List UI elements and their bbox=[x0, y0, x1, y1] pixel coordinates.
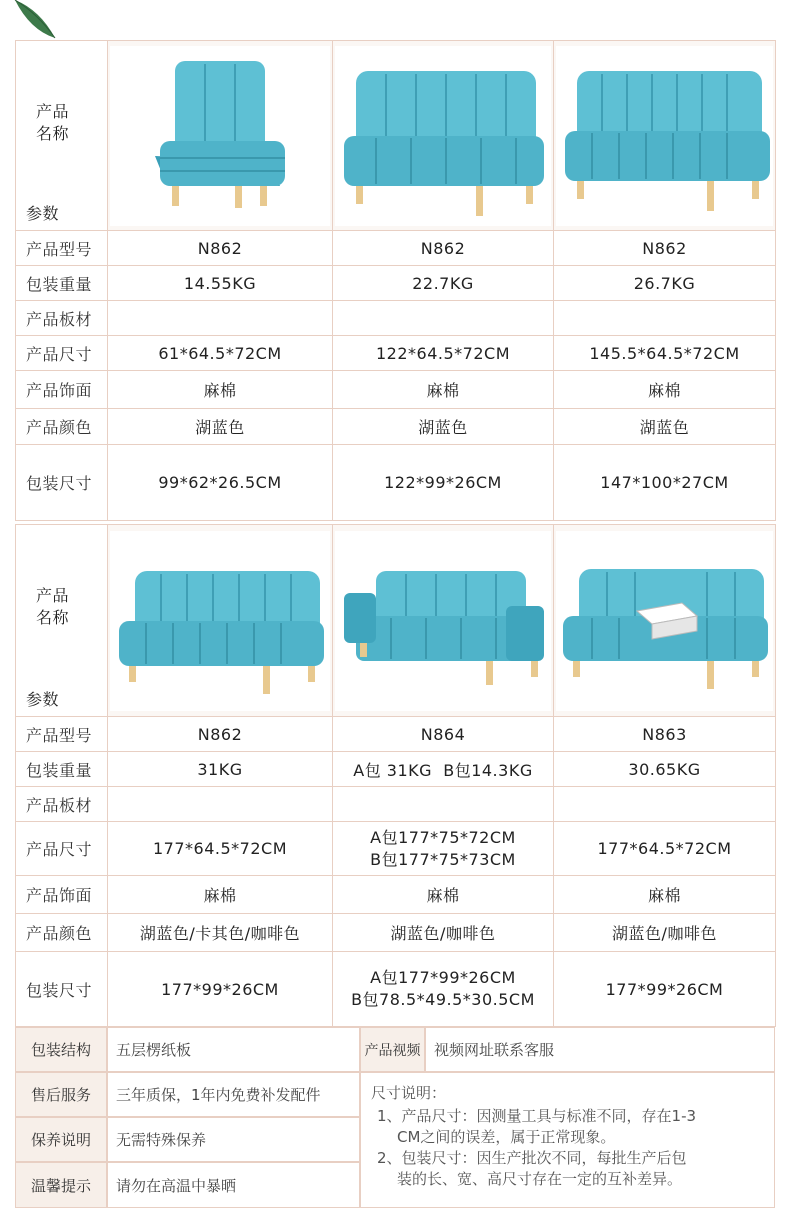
label-color: 产品颜色 bbox=[16, 409, 108, 445]
color-value: 湖蓝色/咖啡色 bbox=[554, 914, 776, 952]
header-name-line2: 名称 bbox=[36, 124, 70, 143]
color-value: 湖蓝色/卡其色/咖啡色 bbox=[108, 914, 333, 952]
label-board: 产品板材 bbox=[16, 301, 108, 336]
pack-value: 99*62*26.5CM bbox=[108, 445, 333, 521]
color-value: 湖蓝色 bbox=[108, 409, 333, 445]
weight-value: 14.55KG bbox=[108, 266, 333, 301]
color-value: 湖蓝色 bbox=[333, 409, 554, 445]
sofa-with-table-icon bbox=[557, 531, 772, 711]
size-note-box bbox=[360, 1072, 775, 1208]
finish-value: 麻棉 bbox=[333, 876, 554, 914]
header-param: 参数 bbox=[26, 690, 60, 709]
pack-value: 177*99*26CM bbox=[108, 952, 333, 1027]
label-pack: 包装尺寸 bbox=[16, 952, 108, 1027]
board-value bbox=[333, 301, 554, 336]
note-title: 尺寸说明： bbox=[371, 1084, 447, 1102]
care-label: 保养说明 bbox=[15, 1117, 107, 1162]
model-value: N862 bbox=[108, 231, 333, 266]
header-name-line1: 产品 bbox=[36, 586, 70, 605]
sofa-long-icon bbox=[113, 531, 328, 711]
label-weight: 包装重量 bbox=[16, 266, 108, 301]
header-name-line1: 产品 bbox=[36, 102, 70, 121]
label-size: 产品尺寸 bbox=[16, 336, 108, 371]
pack-value-b: B包78.5*49.5*30.5CM bbox=[351, 990, 535, 1009]
care-value: 无需特殊保养 bbox=[107, 1117, 360, 1162]
weight-value: 22.7KG bbox=[333, 266, 554, 301]
finish-value: 麻棉 bbox=[108, 371, 333, 409]
header-param: 参数 bbox=[26, 204, 60, 223]
board-value bbox=[108, 787, 333, 822]
product-image-two-seat bbox=[333, 41, 554, 231]
label-board: 产品板材 bbox=[16, 787, 108, 822]
model-value: N862 bbox=[333, 231, 554, 266]
header-cell bbox=[16, 41, 108, 231]
label-model: 产品型号 bbox=[16, 717, 108, 752]
board-value bbox=[108, 301, 333, 336]
size-value-b: B包177*75*73CM bbox=[370, 849, 516, 869]
model-value: N863 bbox=[554, 717, 776, 752]
pack-value: 147*100*27CM bbox=[554, 445, 776, 521]
model-value: N862 bbox=[108, 717, 333, 752]
note-item-2b: 装的长、宽、高尺寸存在一定的互补差异。 bbox=[397, 1170, 683, 1188]
tip-label: 温馨提示 bbox=[15, 1162, 107, 1208]
size-value: 122*64.5*72CM bbox=[333, 336, 554, 371]
video-value: 视频网址联系客服 bbox=[425, 1027, 775, 1072]
info-section bbox=[15, 1027, 775, 1210]
sofa-with-arms-icon bbox=[336, 531, 551, 711]
size-value: 177*64.5*72CM bbox=[554, 822, 776, 876]
weight-value: 26.7KG bbox=[554, 266, 776, 301]
weight-value: 30.65KG bbox=[554, 752, 776, 787]
finish-value: 麻棉 bbox=[554, 876, 776, 914]
sofa-two-seat-icon bbox=[336, 46, 551, 226]
size-value bbox=[333, 822, 554, 876]
product-image-single-chair bbox=[108, 41, 333, 231]
note-item-2a: 2、包装尺寸：因生产批次不同，每批生产后包 bbox=[377, 1149, 687, 1167]
size-value: 177*64.5*72CM bbox=[108, 822, 333, 876]
header-name-line2: 名称 bbox=[36, 608, 70, 627]
finish-value: 麻棉 bbox=[554, 371, 776, 409]
tip-value: 请勿在高温中暴晒 bbox=[107, 1162, 360, 1208]
label-pack: 包装尺寸 bbox=[16, 445, 108, 521]
board-value bbox=[333, 787, 554, 822]
label-weight: 包装重量 bbox=[16, 752, 108, 787]
service-value: 三年质保，1年内免费补发配件 bbox=[107, 1072, 360, 1117]
model-value: N864 bbox=[333, 717, 554, 752]
label-finish: 产品饰面 bbox=[16, 371, 108, 409]
note-item-1a: 1、产品尺寸：因测量工具与标准不同，存在1-3 bbox=[377, 1107, 697, 1125]
finish-value: 麻棉 bbox=[333, 371, 554, 409]
label-color: 产品颜色 bbox=[16, 914, 108, 952]
label-size: 产品尺寸 bbox=[16, 822, 108, 876]
spec-table-top bbox=[15, 40, 776, 521]
pack-value: 122*99*26CM bbox=[333, 445, 554, 521]
weight-value: 31KG bbox=[108, 752, 333, 787]
sofa-chair-icon bbox=[120, 46, 320, 226]
product-image-long-sofa bbox=[108, 525, 333, 717]
size-value-a: A包177*75*72CM bbox=[370, 827, 516, 847]
product-image-three-seat bbox=[554, 41, 776, 231]
board-value bbox=[554, 301, 776, 336]
service-label: 售后服务 bbox=[15, 1072, 107, 1117]
pack-structure-value: 五层楞纸板 bbox=[107, 1027, 360, 1072]
pack-value: 177*99*26CM bbox=[554, 952, 776, 1027]
color-value: 湖蓝色/咖啡色 bbox=[333, 914, 554, 952]
video-label: 产品视频 bbox=[360, 1027, 425, 1072]
leaf-decoration-icon bbox=[10, 0, 90, 40]
label-finish: 产品饰面 bbox=[16, 876, 108, 914]
product-image-sofa-with-table bbox=[554, 525, 776, 717]
header-cell bbox=[16, 525, 108, 717]
label-model: 产品型号 bbox=[16, 231, 108, 266]
size-value: 145.5*64.5*72CM bbox=[554, 336, 776, 371]
model-value: N862 bbox=[554, 231, 776, 266]
spec-table-bottom bbox=[15, 524, 776, 1027]
note-item-1b: CM之间的误差，属于正常现象。 bbox=[397, 1128, 616, 1146]
product-image-sofa-with-arms bbox=[333, 525, 554, 717]
pack-value bbox=[333, 952, 554, 1027]
color-value: 湖蓝色 bbox=[554, 409, 776, 445]
board-value bbox=[554, 787, 776, 822]
finish-value: 麻棉 bbox=[108, 876, 333, 914]
pack-structure-label: 包装结构 bbox=[15, 1027, 107, 1072]
size-value: 61*64.5*72CM bbox=[108, 336, 333, 371]
weight-value: A包 31KG B包14.3KG bbox=[333, 752, 554, 787]
sofa-three-seat-icon bbox=[557, 46, 772, 226]
pack-value-a: A包177*99*26CM bbox=[370, 968, 516, 987]
